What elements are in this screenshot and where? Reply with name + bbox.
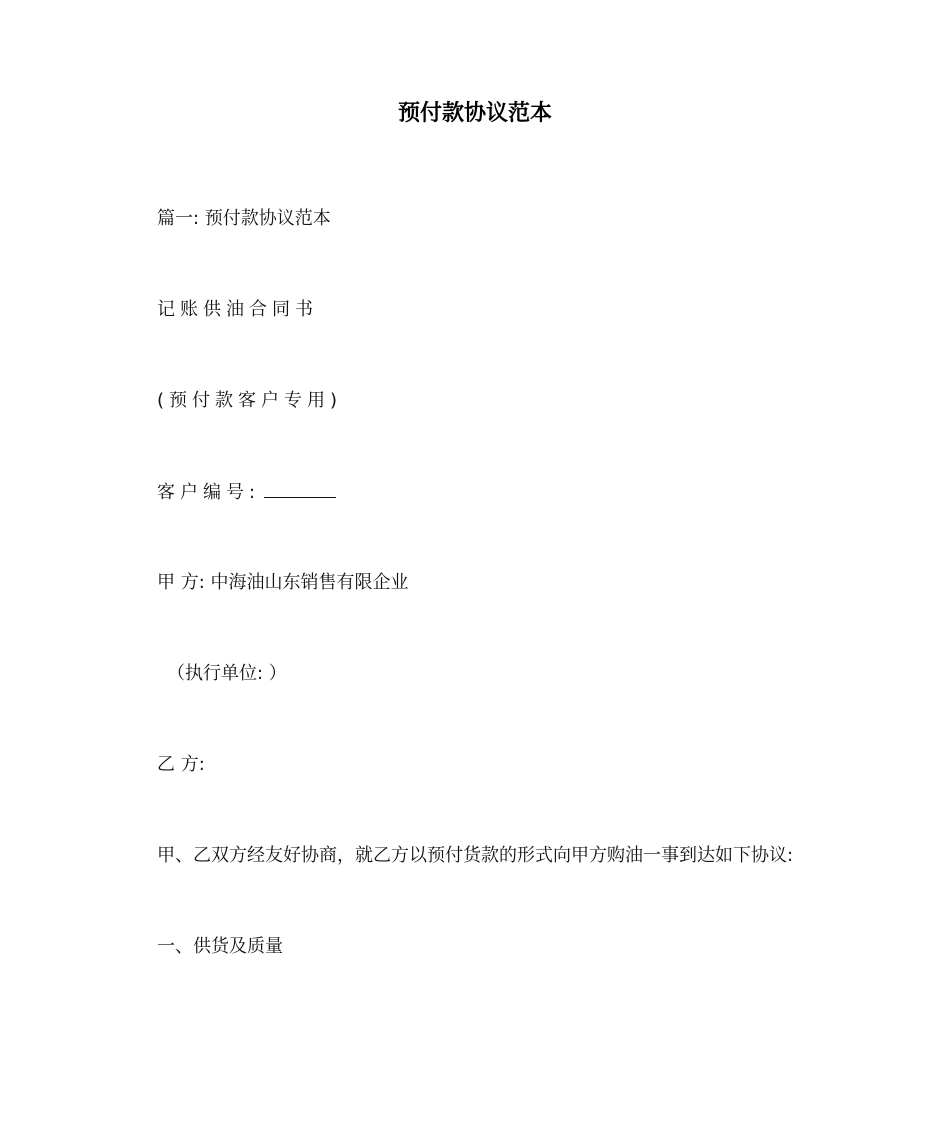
section-heading: 篇一: 预付款协议范本 — [157, 208, 331, 229]
contract-name: 记账供油合同书 — [157, 299, 318, 320]
executing-unit-line: （执行单位: ） — [167, 663, 287, 684]
customer-number-label: 客户编号: — [157, 482, 261, 503]
customer-type-note: (预付款客户专用) — [157, 390, 343, 411]
customer-number-line — [157, 479, 336, 506]
preamble-paragraph: 甲、乙双方经友好协商，就乙方以预付货款的形式向甲方购油一事到达如下协议: — [157, 845, 794, 866]
party-b-line: 乙 方: — [157, 754, 205, 775]
clause-one-heading: 一、供货及质量 — [157, 936, 283, 957]
party-a-line: 甲 方: 中海油山东销售有限企业 — [157, 572, 409, 593]
customer-number-blank — [264, 479, 336, 498]
document-title: 预付款协议范本 — [397, 101, 552, 126]
